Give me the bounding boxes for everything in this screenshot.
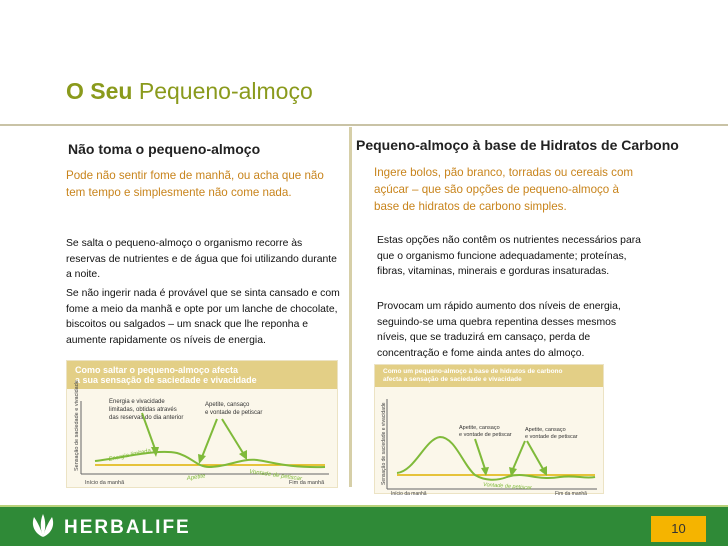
left-heading: Não toma o pequeno-almoço xyxy=(68,141,261,157)
left-chart-curve-label-1: Energia limitada xyxy=(108,448,152,463)
left-chart-arrowhead-2 xyxy=(198,454,206,464)
right-chart-header-line-2: afecta a sensação de saciedade e vivacidade xyxy=(383,376,522,383)
right-chart-curve xyxy=(397,437,595,480)
right-chart xyxy=(374,364,604,494)
page-number: 10 xyxy=(651,516,706,542)
herbalife-logo-icon xyxy=(28,513,58,539)
left-chart-curve-label-3: Vontade de petiscar xyxy=(248,469,303,483)
right-chart-arrow-1 xyxy=(475,439,485,469)
right-chart-x-start: Início da manhã xyxy=(391,491,427,495)
right-chart-curve-label: Vontade de petiscar xyxy=(482,482,532,492)
right-paragraph-1: Estas opções não contêm os nutrientes necessários para que o organismo funcione adequadamente; proteínas, fibras, vitaminas, minerais e gorduras insaturadas. xyxy=(377,235,641,277)
title-divider xyxy=(0,124,728,126)
right-paragraph-2: Provocam um rápido aumento dos níveis de energia, seguindo-se uma quebra repentina desses mesmos níveis, que se traduzirá em cansaço, perda de concentração e fome ainda antes do almoço. xyxy=(377,301,621,359)
left-chart-note-1c: das reservas do dia anterior xyxy=(109,415,184,421)
right-chart-x-end: Fim da manhã xyxy=(555,491,587,495)
page-title xyxy=(66,78,313,105)
left-chart-header-line-2: a sua sensação de saciedade e vivacidade xyxy=(75,375,257,385)
right-heading: Pequeno-almoço à base de Hidratos de Carbono xyxy=(356,137,679,153)
left-chart-arrow-3 xyxy=(222,419,243,453)
right-chart-header-line-1: Como um pequeno-almoço à base de hidratos de carbono xyxy=(383,368,563,375)
left-chart-x-start: Início da manhã xyxy=(85,480,125,486)
left-chart-note-2a: Apetite, cansaço xyxy=(205,402,250,408)
left-paragraph-1: Se salta o pequeno-almoço o organismo recorre às reservas de nutrientes e de água que foi utilizando durante a noite. xyxy=(66,238,337,280)
column-divider xyxy=(349,127,352,487)
right-chart-plot xyxy=(375,365,605,495)
left-chart-curve-label-2: Apetite xyxy=(186,473,206,482)
right-chart-arrow-2 xyxy=(513,441,525,469)
right-chart-note-2b: e vontade de petiscar xyxy=(525,434,578,440)
right-chart-note-2a: Apetite, cansaço xyxy=(525,427,566,433)
left-chart-arrow-2 xyxy=(202,419,217,457)
right-chart-note-1a: Apetite, cansaço xyxy=(459,425,500,431)
left-chart-y-label: Sensação de saciedade e vivacidade xyxy=(74,380,80,471)
left-paragraph-2: Se não ingerir nada é provável que se sinta cansado e com fome a meio da manhã e opte por um lanche de chocolate, biscoitos ou salgados – um snack que lhe reponha e aumente rapidamente os níveis de energia. xyxy=(66,288,340,346)
left-chart-x-end: Fim da manhã xyxy=(289,480,325,486)
right-lead-text: Ingere bolos, pão branco, torradas ou cereais com açúcar – que são opções de pequeno-almoço à base de hidratos de carbono simples. xyxy=(374,166,634,213)
left-chart-header-line-1: Como saltar o pequeno-almoço afecta xyxy=(75,365,239,375)
left-lead-text: Pode não sentir fome de manhã, ou acha que não tem tempo e simplesmente não come nada. xyxy=(66,169,324,199)
left-chart-note-1a: Energia e vivacidade xyxy=(109,399,165,405)
right-chart-arrow-3 xyxy=(527,441,543,469)
footer-brand: HERBALIFE xyxy=(64,517,191,538)
right-chart-y-label: Sensação de saciedade e vivacidade xyxy=(381,402,387,485)
left-chart-note-2b: e vontade de petiscar xyxy=(205,410,263,416)
left-chart xyxy=(66,360,338,488)
right-chart-note-1b: e vontade de petiscar xyxy=(459,432,512,438)
title-rest: Pequeno-almoço xyxy=(138,78,313,104)
title-bold: O Seu xyxy=(66,78,133,104)
left-chart-note-1b: limitadas, obtidas através xyxy=(109,407,177,413)
left-chart-plot xyxy=(67,361,339,489)
